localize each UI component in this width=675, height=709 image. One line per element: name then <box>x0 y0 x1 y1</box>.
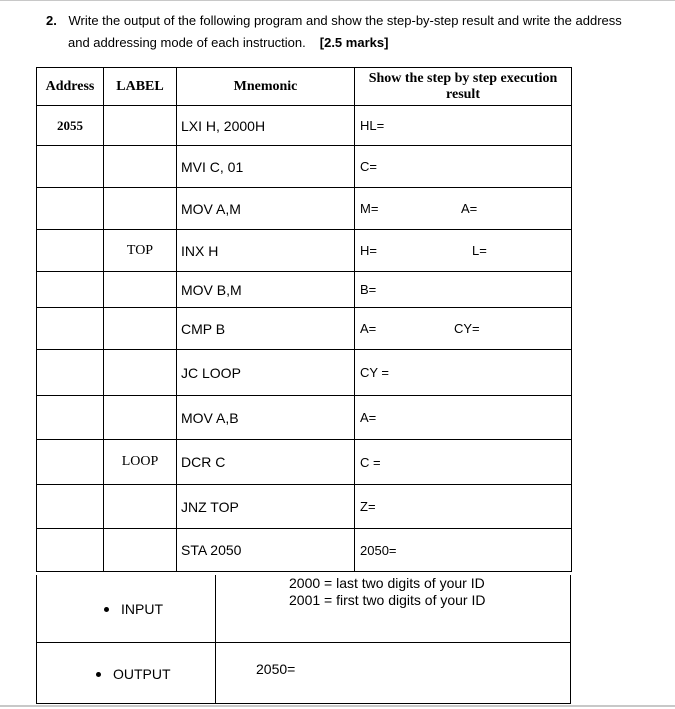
label-cell <box>104 146 177 188</box>
mnemonic-cell: MOV A,B <box>177 396 355 440</box>
header-label: LABEL <box>104 68 177 106</box>
address-cell <box>37 272 104 308</box>
top-rule <box>0 0 675 1</box>
result-primary: HL= <box>360 118 385 133</box>
header-mnemonic: Mnemonic <box>177 68 355 106</box>
input-line-2001: 2001 = first two digits of your ID <box>289 592 486 608</box>
mnemonic-cell: JC LOOP <box>177 350 355 396</box>
table-row <box>37 308 572 350</box>
result-primary: A= <box>360 321 377 336</box>
bullet-icon <box>96 672 101 677</box>
table-row <box>37 350 572 396</box>
mnemonic-cell: JNZ TOP <box>177 485 355 529</box>
table-row <box>37 106 572 146</box>
address-cell <box>37 529 104 572</box>
label-cell <box>104 396 177 440</box>
label-cell <box>104 272 177 308</box>
result-cell <box>355 146 572 188</box>
address-cell <box>37 230 104 272</box>
result-secondary: CY= <box>454 321 480 336</box>
result-primary: C= <box>360 159 377 174</box>
label-cell <box>104 106 177 146</box>
result-primary: 2050= <box>360 542 397 558</box>
result-cell <box>355 106 572 146</box>
result-cell <box>355 440 572 485</box>
table-row <box>37 272 572 308</box>
address-cell <box>37 350 104 396</box>
io-divider-vertical <box>215 575 216 703</box>
mnemonic-cell: CMP B <box>177 308 355 350</box>
io-section <box>36 575 571 704</box>
result-secondary: A= <box>461 201 478 216</box>
result-primary: B= <box>360 282 377 297</box>
label-cell <box>104 485 177 529</box>
bottom-rule <box>0 705 675 707</box>
mnemonic-cell: MVI C, 01 <box>177 146 355 188</box>
mnemonic-cell: LXI H, 2000H <box>177 106 355 146</box>
label-cell: LOOP <box>104 440 177 485</box>
input-bullet <box>104 601 163 617</box>
program-table <box>36 67 572 572</box>
input-line-2000: 2000 = last two digits of your ID <box>289 575 485 591</box>
table-row <box>37 485 572 529</box>
header-result: Show the step by step execution result <box>355 68 572 106</box>
table-header-row <box>37 68 572 106</box>
address-cell <box>37 440 104 485</box>
table-row <box>37 230 572 272</box>
question-number: 2. <box>46 13 57 28</box>
io-divider-horizontal <box>37 642 571 643</box>
result-cell <box>355 485 572 529</box>
result-cell <box>355 272 572 308</box>
address-cell <box>37 308 104 350</box>
address-cell <box>37 485 104 529</box>
result-cell <box>355 308 572 350</box>
result-cell <box>355 350 572 396</box>
input-label: INPUT <box>121 601 163 617</box>
question-marks: [2.5 marks] <box>319 35 389 50</box>
table-row <box>37 440 572 485</box>
table-row <box>37 188 572 230</box>
result-primary: C = <box>360 454 381 470</box>
address-cell <box>37 146 104 188</box>
result-primary: Z= <box>360 499 376 514</box>
output-value: 2050= <box>256 661 296 677</box>
label-cell <box>104 308 177 350</box>
mnemonic-cell: DCR C <box>177 440 355 485</box>
result-cell <box>355 188 572 230</box>
table-row <box>37 146 572 188</box>
result-primary: CY = <box>360 365 390 380</box>
result-cell <box>355 230 572 272</box>
result-cell <box>355 529 572 572</box>
result-primary: H= <box>360 243 377 258</box>
address-cell <box>37 188 104 230</box>
mnemonic-cell: INX H <box>177 230 355 272</box>
mnemonic-cell: MOV A,M <box>177 188 355 230</box>
label-cell <box>104 350 177 396</box>
label-cell <box>104 188 177 230</box>
result-cell <box>355 396 572 440</box>
result-primary: M= <box>360 201 379 216</box>
header-address: Address <box>37 68 104 106</box>
result-secondary: L= <box>472 243 487 258</box>
output-label: OUTPUT <box>113 666 171 682</box>
question-line1: Write the output of the following program and show the step-by-step result and write the address <box>68 13 622 28</box>
question-line2: and addressing mode of each instruction. <box>68 35 306 50</box>
label-cell <box>104 529 177 572</box>
mnemonic-cell: STA 2050 <box>177 529 355 572</box>
table-row <box>37 529 572 572</box>
address-cell: 2055 <box>37 106 104 146</box>
label-cell: TOP <box>104 230 177 272</box>
address-cell <box>37 396 104 440</box>
bullet-icon <box>104 607 109 612</box>
result-primary: A= <box>360 410 377 425</box>
question-text <box>46 10 666 54</box>
mnemonic-cell: MOV B,M <box>177 272 355 308</box>
input-description <box>289 575 485 609</box>
output-bullet <box>96 666 171 682</box>
table-row <box>37 396 572 440</box>
